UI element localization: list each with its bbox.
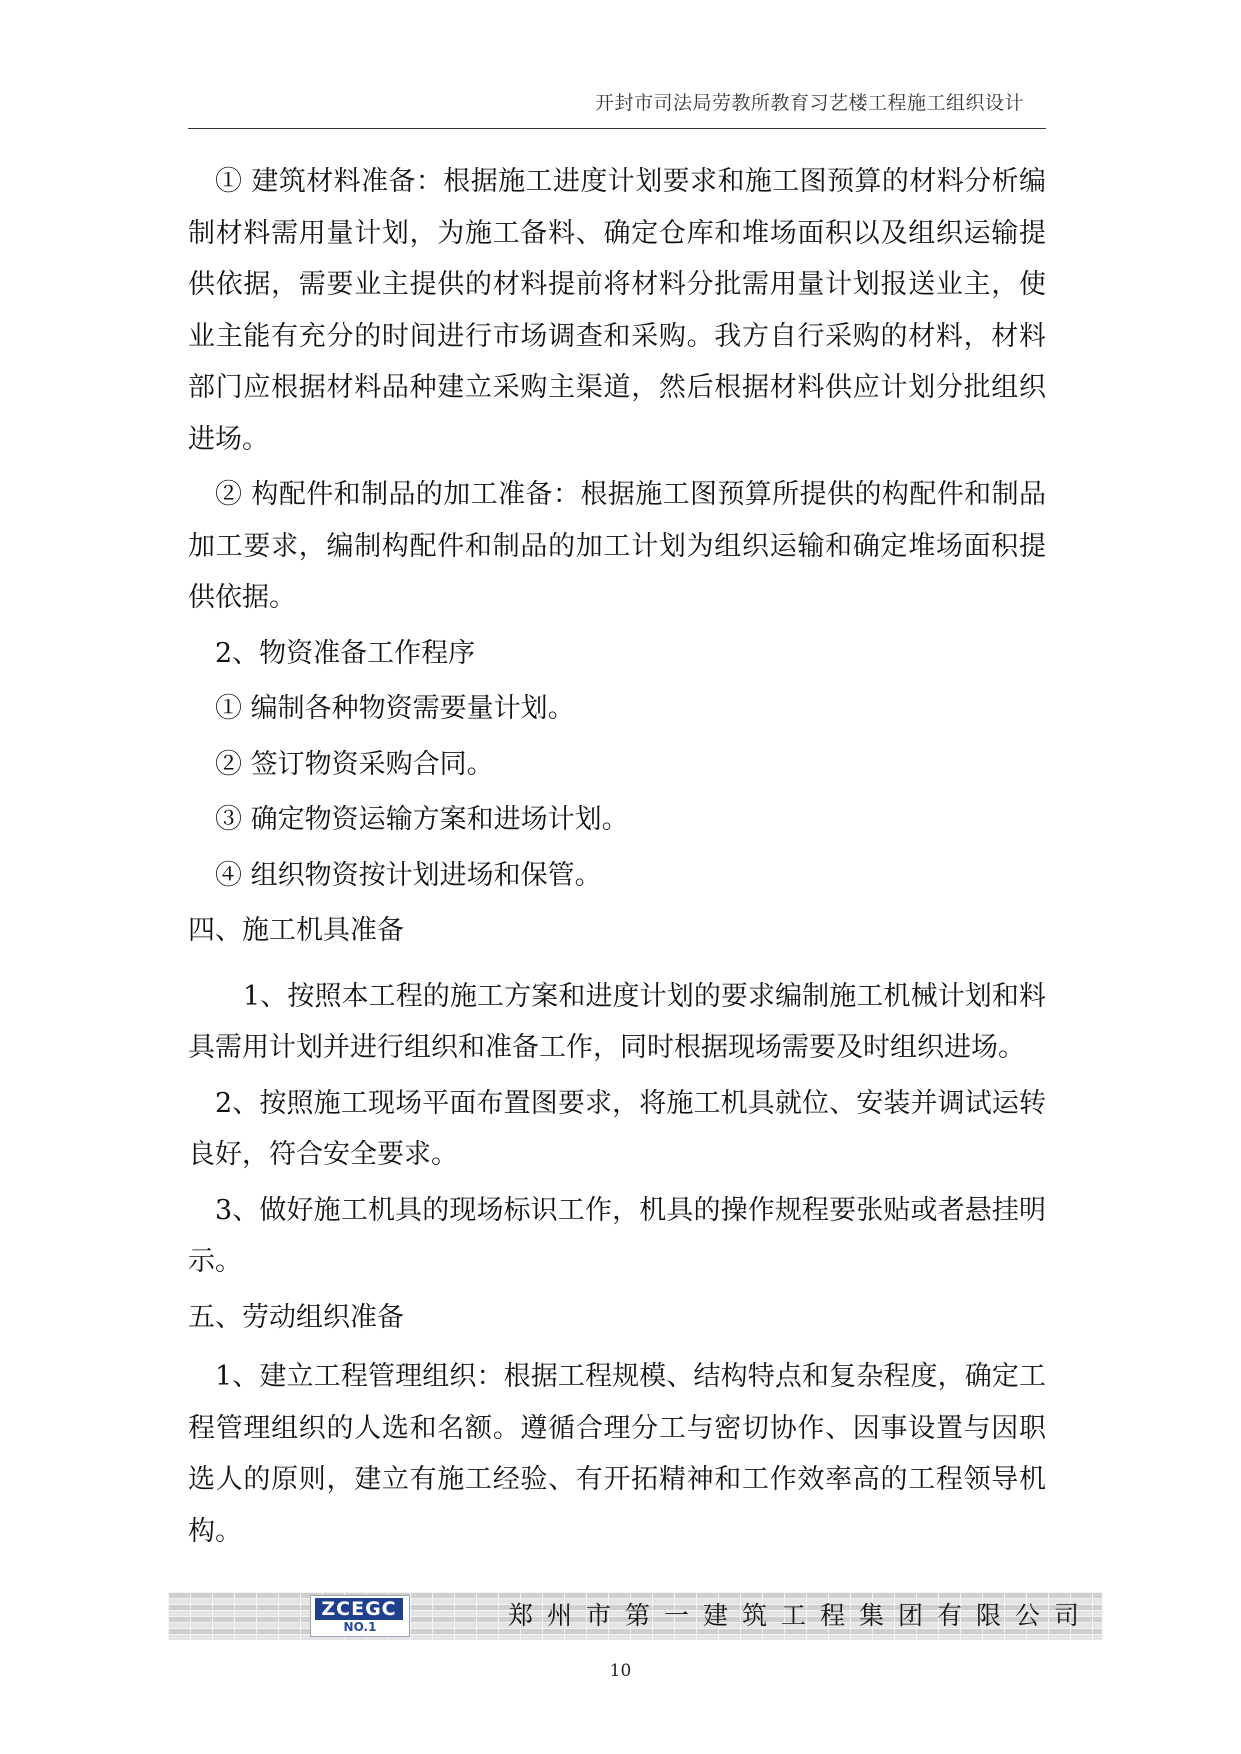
- section-heading-5: 五、劳动组织准备: [188, 1301, 404, 1333]
- document-body: [188, 156, 1046, 1557]
- paragraph-management-org: 1、建立工程管理组织：根据工程规模、结构特点和复杂程度，确定工程管理组织的人选和名额。遵循合理分工与密切协作、因事设置与因职选人的原则，建立有施工经验、有开拓精神和工作效率高的工程领导机构。: [188, 1361, 1046, 1547]
- page-number: 10: [609, 1661, 632, 1681]
- paragraph-component-prep: ② 构配件和制品的加工准备：根据施工图预算所提供的构配件和制品加工要求，编制构配件和制品的加工计划为组织运输和确定堆场面积提供依据。: [188, 479, 1046, 613]
- list-item-3: ③ 确定物资运输方案和进场计划。: [215, 804, 629, 835]
- paragraph-machine-install: 2、按照施工现场平面布置图要求，将施工机具就位、安装并调试运转良好，符合安全要求。: [188, 1087, 1046, 1170]
- paragraph-machine-plan: 1、按照本工程的施工方案和进度计划的要求编制施工机械计划和料具需用计划并进行组织和准备工作，同时根据现场需要及时组织进场。: [188, 980, 1046, 1063]
- list-item-1: ① 编制各种物资需要量计划。: [215, 693, 575, 724]
- list-item-4: ④ 组织物资按计划进场和保管。: [215, 859, 602, 891]
- page-header: [188, 84, 1046, 129]
- paragraph-material-prep: ① 建筑材料准备：根据施工进度计划要求和施工图预算的材料分析编制材料需用量计划，为施工备料、确定仓库和堆场面积以及组织运输提供依据，需要业主提供的材料提前将材料分批需用量计划报送业主，使业主能有充分的时间进行市场调查和采购。我方自行采购的材料，材料部门应根据材料品种建立采购主渠道，然后根据材料供应计划分批组织进场。: [188, 166, 1046, 455]
- logo-subtext: NO.1: [343, 1620, 377, 1634]
- logo-text: ZCEGC: [315, 1598, 403, 1620]
- company-logo: [310, 1595, 410, 1637]
- footer-band: [168, 1592, 1102, 1640]
- section-heading-4: 四、施工机具准备: [188, 915, 404, 946]
- subheading-procedure: 2、物资准备工作程序: [215, 637, 476, 669]
- company-name: 郑州市第一建筑工程集团有限公司: [508, 1601, 1094, 1630]
- paragraph-machine-marking: 3、做好施工机具的现场标识工作，机具的操作规程要张贴或者悬挂明示。: [188, 1194, 1046, 1277]
- list-item-2: ② 签订物资采购合同。: [215, 748, 494, 780]
- header-title: 开封市司法局劳教所教育习艺楼工程施工组织设计: [594, 92, 1024, 114]
